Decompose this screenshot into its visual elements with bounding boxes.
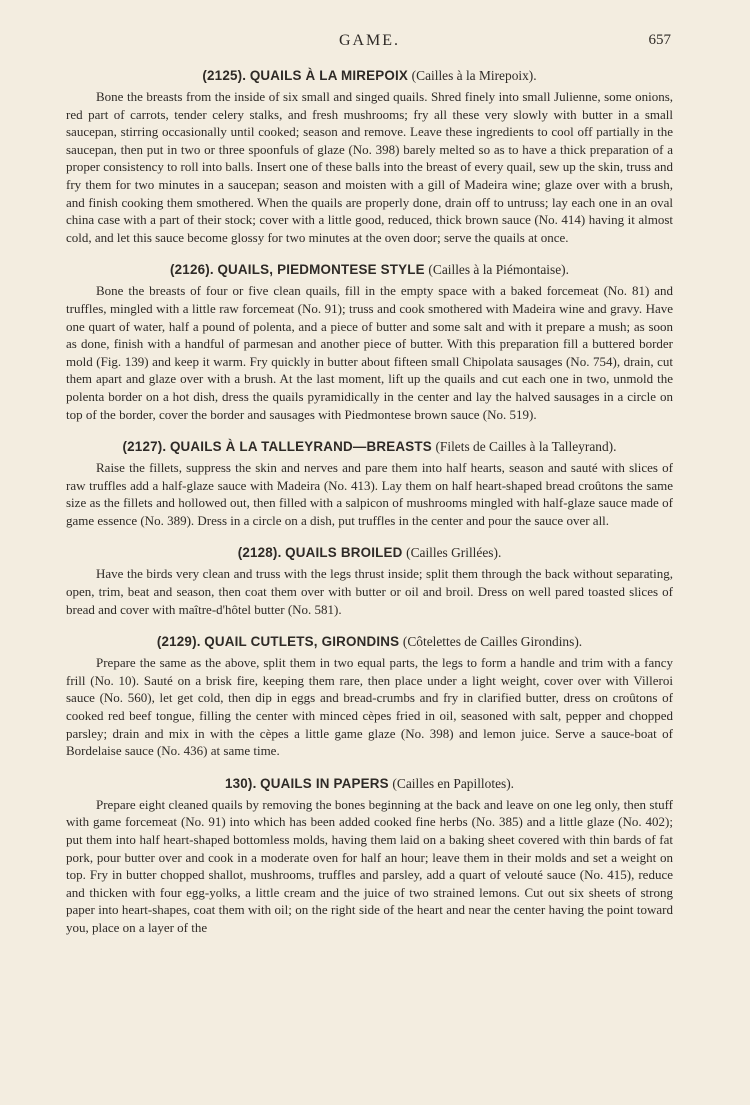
recipe-text: Have the birds very clean and truss with the legs thrust inside; split them through the back without separating, open, trim, beat and season, then coat them over with butter or oil and broil. Dress on well pared toasted slices of bread and cover with maître-d'hôtel butter (No. 581).: [66, 566, 673, 617]
recipe-2129: [66, 632, 673, 760]
page-number: 657: [648, 32, 671, 48]
recipe-name: QUAILS IN PAPERS: [260, 775, 389, 791]
recipe-heading: [66, 66, 673, 86]
recipe-french-name: (Cailles Grillées).: [406, 545, 502, 561]
recipe-text: Raise the fillets, suppress the skin and nerves and pare them into half hearts, season and sauté with slices of raw truffles add a half-glaze sauce with Madeira (No. 413). Lay them on half heart-shaped bread croûtons the same size as the fillets and hollowed out, then filled with a salpicon of mushrooms mingled with half-glaze sauce made of game essence (No. 389). Dress in a circle on a dish, put truffles in the center and pour the sauce over all.: [66, 460, 673, 528]
recipe-name: QUAILS À LA MIREPOIX: [249, 68, 409, 83]
recipe-2126: [66, 260, 673, 423]
recipe-2125: [66, 66, 673, 246]
recipe-name: QUAILS BROILED: [285, 545, 403, 561]
recipe-text: Prepare eight cleaned quails by removing the bones beginning at the back and leave on one leg only, then stuff with game forcemeat (No. 91) into which has been added cooked fine herbs (No. 385) and a little glaze (No. 402); put them into half heart-shaped bottomless molds, having them laid on a baking sheet covered with thin bards of fat pork, pour butter over and cook in a moderate oven for half an hour; leave them in their molds and set a weight on top. Fry in butter chopped shallot, mushrooms, truffles and parsley, add a quart of velouté sauce (No. 415), reduce and thicken with four egg-yolks, a little cream and the juice of two strained lemons. Cut out six sheets of strong paper into heart-shapes, coat them with oil; on the right side of the heart and near the center having the point toward you, place on a layer of the: [66, 796, 673, 935]
running-title: GAME.: [338, 32, 401, 49]
recipe-name: QUAIL CUTLETS, GIRONDINS: [204, 634, 400, 650]
book-page: [66, 30, 673, 1090]
recipe-number: (2129).: [156, 634, 201, 650]
recipe-number: (2127).: [122, 439, 167, 455]
recipe-text: Prepare the same as the above, split them in two equal parts, the legs to form a handle and trim with a fancy frill (No. 10). Sauté on a brisk fire, keeping them rare, then place under a light weight, cover over with Villeroi sauce (No. 560), let get cold, then dip in eggs and bread-crumbs and fry in clarified butter, dress on croûtons of cooked red beef tongue, filling the center with minced cèpes fried in oil, seasoned with salt, pepper and chopped parsley; drain and mix in with the cèpes a little game glaze (No. 398) and lemon juice. Serve a sauce-boat of Bordelaise sauce (No. 436) at same time.: [66, 655, 673, 759]
recipe-name: QUAILS À LA TALLEYRAND—BREASTS: [169, 439, 432, 455]
recipe-name: QUAILS, PIEDMONTESE STYLE: [217, 262, 425, 278]
recipe-heading: [66, 774, 673, 794]
recipe-2128: [66, 543, 673, 618]
recipe-number: (2128).: [237, 545, 282, 561]
recipe-heading: [66, 632, 673, 652]
recipe-french-name: (Cailles à la Piémontaise).: [428, 262, 569, 278]
recipe-heading: [66, 543, 673, 563]
recipe-2127: [66, 437, 673, 529]
recipe-heading: [66, 260, 673, 280]
recipe-french-name: (Cailles à la Mirepoix).: [411, 68, 537, 83]
recipe-2130: [66, 774, 673, 937]
recipe-french-name: (Cailles en Papillotes).: [392, 775, 515, 791]
recipe-number: (2125).: [202, 68, 247, 83]
recipe-text: Bone the breasts of four or five clean quails, fill in the empty space with a baked forcemeat (No. 81) and truffles, mingled with a little raw forcemeat (No. 91); truss and cook smothered with Madeira wine and gravy. Have one quart of water, half a pound of polenta, and a piece of butter and some salt and with it prepare a mush; as soon as done, finish with a handful of parmesan and another piece of butter. With this preparation fill a buttered border mold (Fig. 139) and keep it warm. Fry quickly in butter about fifteen small Chipolata sausages (No. 754), drain, cut them apart and glaze over with a brush. At the last moment, lift up the quails and cut each one in two, unmold the polenta border on a hot dish, dress the quails pyramidically in the center and lay the halved sausages in a circle on top of the border, cover the border and sausages with Piedmontese brown sauce (No. 519).: [66, 283, 673, 422]
recipe-french-name: (Côtelettes de Cailles Girondins).: [402, 634, 583, 650]
recipe-french-name: (Filets de Cailles à la Talleyrand).: [435, 439, 617, 455]
recipe-heading: [66, 437, 673, 457]
running-head: [66, 30, 673, 52]
recipe-number: 130).: [224, 775, 257, 791]
recipe-number: (2126).: [170, 262, 214, 278]
recipe-text: Bone the breasts from the inside of six small and singed quails. Shred finely into small Julienne, some onions, red part of carrots, tender celery stalks, and fresh mushrooms; fry all these very slowly with butter in a small saucepan, stirring occasionally until cooked; season and remove. Leave these ingredients to cool off partially in the saucepan, then put in two or three spoonfuls of glaze (No. 398) barely melted so as to have a thick preparation of a proper consistency to roll into balls. Insert one of these balls into the breast of every quail, sew up the skin, truss and fry them for two minutes in a saucepan; season and moisten with a gill of Madeira wine; glaze over with a brush, and finish cooking them smothered. When the quails are properly done, drain off to untruss; lay each one in an oval china case with a part of their stock; cover with a little good, reduced, thick brown sauce (No. 414) having it almost cold, and let this sauce become glossy for two minutes at the oven door; serve the quails at once.: [66, 89, 673, 245]
